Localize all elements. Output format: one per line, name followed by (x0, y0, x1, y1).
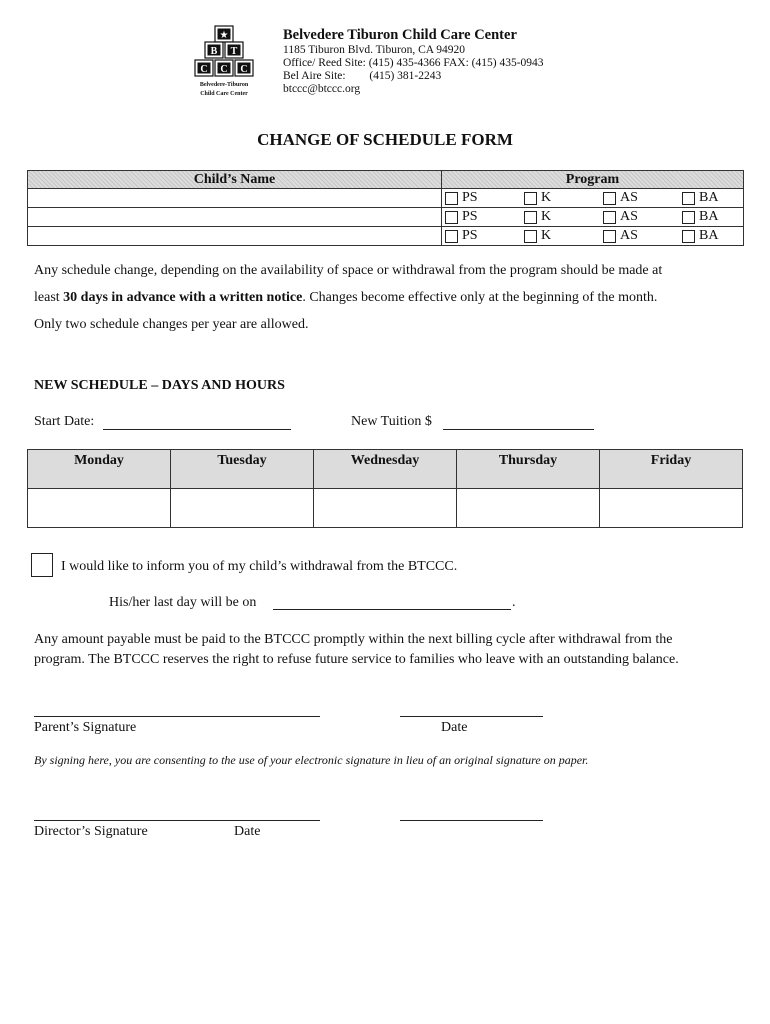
day-header-wednesday: Wednesday (314, 450, 457, 489)
org-name: Belvedere Tiburon Child Care Center (283, 27, 517, 43)
checkbox[interactable] (524, 192, 537, 205)
child-name-field[interactable] (28, 189, 442, 208)
table-row (28, 208, 744, 227)
child-name-field[interactable] (28, 208, 442, 227)
org-office-phone: Office/ Reed Site: (415) 435-4366 FAX: (415) 435-0943 (283, 57, 544, 69)
logo-letter: C (240, 64, 248, 75)
org-bel-aire (283, 70, 441, 82)
parent-date-line[interactable] (400, 716, 543, 717)
program-options (442, 208, 744, 227)
table-row (28, 489, 743, 528)
form-title: CHANGE OF SCHEDULE FORM (257, 130, 513, 149)
logo-letter: C (220, 64, 228, 75)
child-name-field[interactable] (28, 227, 442, 246)
policy-paragraph (34, 257, 746, 338)
new-tuition-field[interactable] (443, 429, 594, 430)
director-date-line[interactable] (400, 820, 543, 821)
last-day-field[interactable] (273, 609, 511, 610)
day-header-thursday: Thursday (457, 450, 600, 489)
consent-note: By signing here, you are consenting to the use of your electronic signature in lieu of an original signature on paper. (34, 753, 589, 767)
program-header: Program (442, 171, 744, 189)
monday-hours-field[interactable] (28, 489, 171, 528)
btccc-logo (193, 24, 257, 100)
org-email: btccc@btccc.org (283, 83, 361, 95)
last-day-label: His/her last day will be on (109, 595, 257, 610)
parent-signature-line[interactable] (34, 716, 320, 717)
option-ba[interactable]: BA (679, 228, 724, 244)
day-header-tuesday: Tuesday (171, 450, 314, 489)
new-tuition-label: New Tuition $ (351, 414, 432, 429)
tuesday-hours-field[interactable] (171, 489, 314, 528)
parent-date-label: Date (441, 720, 468, 735)
checkbox[interactable] (682, 211, 695, 224)
thursday-hours-field[interactable] (457, 489, 600, 528)
director-signature-label: Director’s Signature (34, 824, 148, 839)
logo-star-icon: ★ (219, 30, 229, 41)
checkbox[interactable] (524, 211, 537, 224)
logo-letter: T (230, 46, 238, 57)
option-ps[interactable]: PS (442, 190, 521, 206)
payment-line: Any amount payable must be paid to the BTCCC promptly within the next billing cycle after withdrawal from the (34, 632, 673, 647)
withdrawal-checkbox[interactable] (31, 553, 53, 577)
new-schedule-heading: NEW SCHEDULE – DAYS AND HOURS (34, 378, 285, 393)
last-day-period: . (512, 595, 516, 610)
parent-signature-label: Parent’s Signature (34, 720, 137, 735)
option-as[interactable]: AS (600, 190, 679, 206)
policy-notice-bold: 30 days in advance with a written notice (63, 290, 303, 305)
option-as[interactable]: AS (600, 228, 679, 244)
option-as[interactable]: AS (600, 209, 679, 225)
bel-aire-label: Bel Aire Site: (283, 70, 346, 82)
policy-line: Only two schedule changes per year are allowed. (34, 317, 309, 332)
option-ps[interactable]: PS (442, 228, 521, 244)
child-program-table (27, 170, 744, 246)
logo-letter: B (210, 46, 218, 57)
wednesday-hours-field[interactable] (314, 489, 457, 528)
table-row (28, 227, 744, 246)
checkbox[interactable] (603, 192, 616, 205)
payment-line: program. The BTCCC reserves the right to refuse future service to families who leave with an outstanding balance. (34, 652, 679, 667)
checkbox[interactable] (682, 192, 695, 205)
start-date-label: Start Date: (34, 414, 95, 429)
checkbox[interactable] (445, 230, 458, 243)
option-ba[interactable]: BA (679, 190, 724, 206)
option-ps[interactable]: PS (442, 209, 521, 225)
program-options (442, 227, 744, 246)
day-header-friday: Friday (600, 450, 743, 489)
policy-line: least 30 days in advance with a written notice. Changes become effective only at the beginning of the month. (34, 290, 658, 305)
checkbox[interactable] (445, 192, 458, 205)
payment-paragraph (34, 630, 679, 670)
policy-line: Any schedule change, depending on the availability of space or withdrawal from the program should be made at (34, 263, 663, 278)
table-row (28, 189, 744, 208)
org-address: 1185 Tiburon Blvd. Tiburon, CA 94920 (283, 44, 466, 56)
checkbox[interactable] (445, 211, 458, 224)
start-date-field[interactable] (103, 429, 291, 430)
logo-letter: C (200, 64, 208, 75)
bel-aire-phone: (415) 381-2243 (369, 70, 442, 82)
child-name-header: Child’s Name (28, 171, 442, 189)
checkbox[interactable] (603, 230, 616, 243)
option-ba[interactable]: BA (679, 209, 724, 225)
day-header-monday: Monday (28, 450, 171, 489)
option-k[interactable]: K (521, 228, 600, 244)
logo-caption: Child Care Center (200, 91, 248, 97)
option-k[interactable]: K (521, 190, 600, 206)
withdrawal-statement: I would like to inform you of my child’s withdrawal from the BTCCC. (61, 559, 458, 574)
program-options (442, 189, 744, 208)
director-signature-line[interactable] (34, 820, 320, 821)
option-k[interactable]: K (521, 209, 600, 225)
director-date-label: Date (234, 824, 261, 839)
schedule-days-table (27, 449, 743, 528)
checkbox[interactable] (524, 230, 537, 243)
logo-caption: Belvedere-Tiburon (199, 82, 249, 88)
friday-hours-field[interactable] (600, 489, 743, 528)
checkbox[interactable] (682, 230, 695, 243)
checkbox[interactable] (603, 211, 616, 224)
